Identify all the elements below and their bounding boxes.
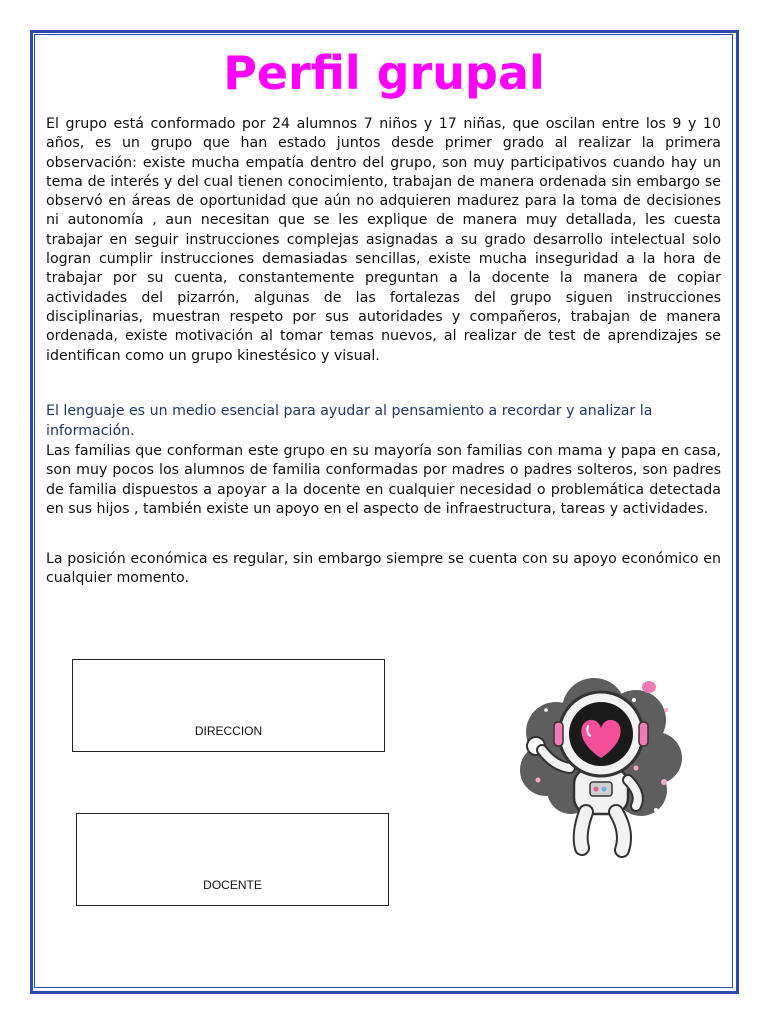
direccion-label: DIRECCION <box>194 724 263 738</box>
economic-paragraph: La posición económica es regular, sin embargo siempre se cuenta con su apoyo económico en cualquier momento. <box>46 551 721 587</box>
language-quote: El lenguaje es un medio esencial para ayudar al pensamiento a recordar y analizar la información. <box>46 403 653 439</box>
docente-label: DOCENTE <box>203 878 262 892</box>
direccion-signature-box <box>72 659 385 752</box>
astronaut-heart-icon <box>516 670 686 862</box>
group-description-paragraph: El grupo está conformado por 24 alumnos 7 niños y 17 niñas, que oscilan entre los 9 y 10 años, es un grupo que han estado juntos desde primer grado al realizar la primera observación: existe mucha empatía dentro del grupo, son muy participativos cuando hay un tema de interés y del cual tienen conocimiento, trabajan de manera ordenada sin embargo se observó en áreas de oportunidad que aún no adquieren madurez para la toma de decisiones ni autonomía , aun necesitan que se les explique de manera muy detallada, les cuesta trabajar en seguir instrucciones complejas asignadas a su grado desarrollo intelectual solo logran cumplir instrucciones demasiadas sencillas, existe mucha inseguridad a la hora de trabajar por su cuenta, constantemente preguntan a la docente la manera de copiar actividades del pizarrón, algunas de las fortalezas del grupo siguen instrucciones disciplinarias, muestran respeto por sus autoridades y compañeros, trabajan de manera ordenada, existe motivación al tomar temas nuevos, al realizar de test de aprendizajes se identifican como un grupo kinestésico y visual. <box>46 116 721 364</box>
page-title: Perfil grupal <box>223 46 545 100</box>
families-paragraph: Las familias que conforman este grupo en su mayoría son familias con mama y papa en casa, son muy pocos los alumnos de familia conformadas por madres o padres solteros, son padres de familia dispuestos a apoyar a la docente en cualquier necesidad o problemática detectada en sus hijos , también existe un apoyo en el aspecto de infraestructura, tareas y actividades. <box>46 443 721 517</box>
docente-signature-box <box>76 813 389 906</box>
